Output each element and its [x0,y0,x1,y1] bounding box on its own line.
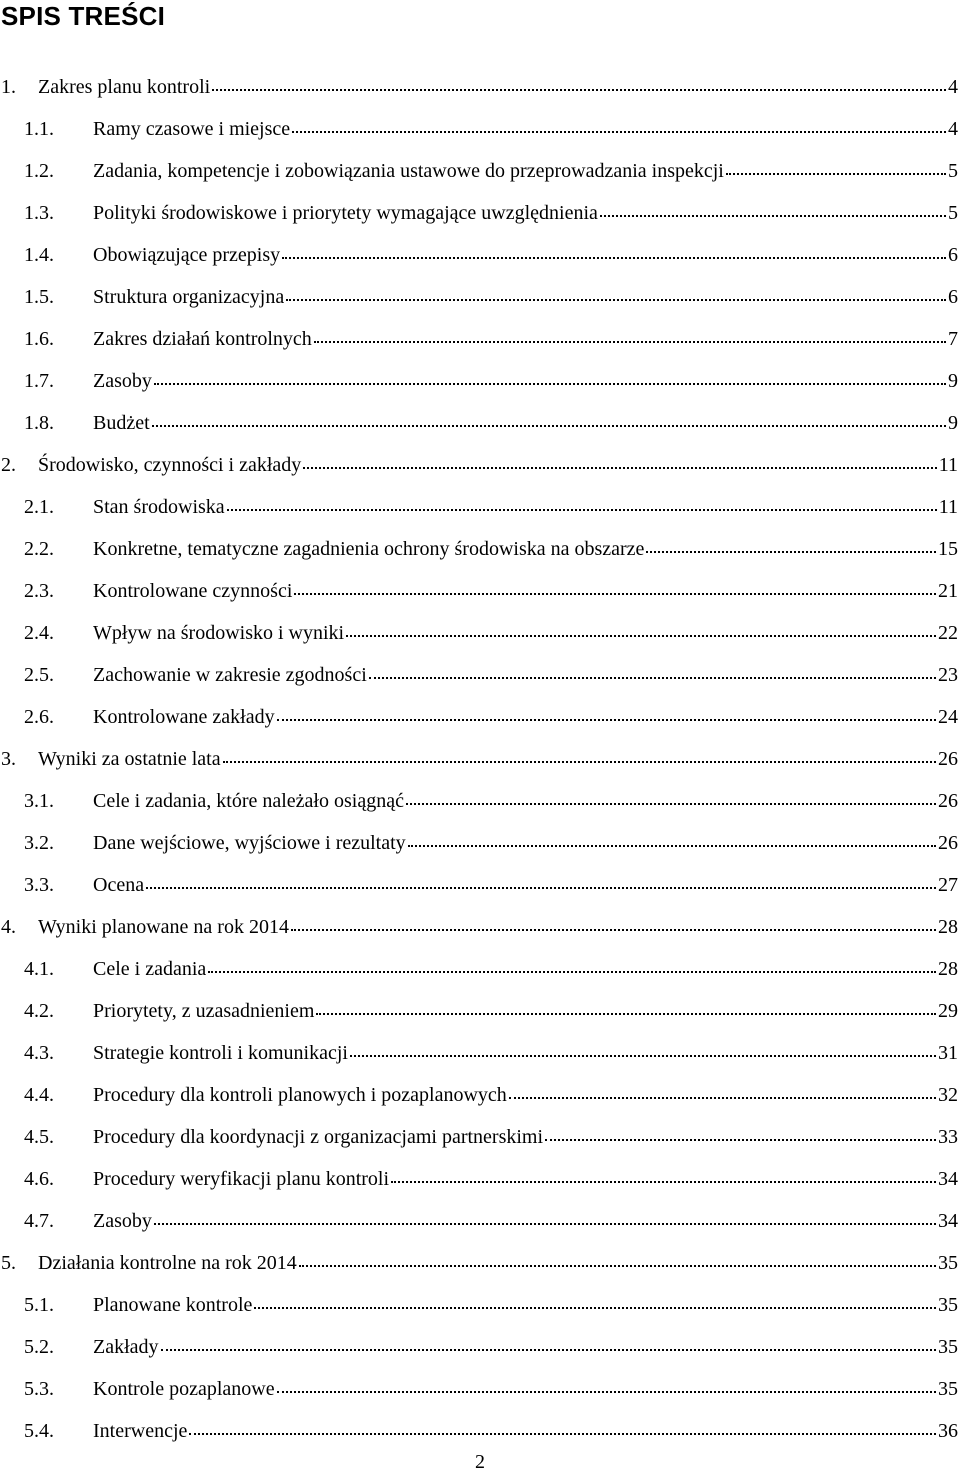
toc-entry-number: 1.7. [24,370,54,392]
dot-leader [291,913,936,933]
dot-leader [152,409,946,429]
toc-entry-page: 24 [938,706,958,728]
dot-leader [212,73,946,93]
dot-leader [189,1417,936,1437]
toc-entry-title[interactable]: Ocena [93,874,145,896]
dot-leader [346,619,936,639]
dot-leader [350,1039,936,1059]
dot-leader [277,1375,936,1395]
toc-entry[interactable] [0,1368,960,1410]
toc-entry-number: 5. [1,1252,16,1274]
toc-entry-title[interactable]: Kontrolowane czynności [93,580,293,602]
dot-leader [154,367,946,387]
toc-entry-title[interactable]: Procedury dla kontroli planowych i pozaplanowych [93,1084,507,1106]
toc-entry-number: 5.3. [24,1378,54,1400]
dot-leader [294,577,936,597]
toc-entry-title[interactable]: Zadania, kompetencje i zobowiązania ustawowe do przeprowadzania inspekcji [93,160,724,182]
toc-entry[interactable] [0,990,960,1032]
toc-entry-page: 35 [938,1336,958,1358]
toc-entry-number: 3.1. [24,790,54,812]
toc-entry-number: 4.6. [24,1168,54,1190]
toc-entry[interactable] [0,906,960,948]
toc-entry-title[interactable]: Zakres planu kontroli [38,76,211,98]
dot-leader [292,115,946,135]
dot-leader [286,283,946,303]
toc-entry-page: 9 [948,412,958,434]
toc-entry-page: 34 [938,1210,958,1232]
toc-entry-title[interactable]: Kontrole pozaplanowe [93,1378,275,1400]
dot-leader [600,199,946,219]
toc-entry-title[interactable]: Kontrolowane zakłady [93,706,275,728]
toc-entry-page: 9 [948,370,958,392]
toc-entry-title[interactable]: Dane wejściowe, wyjściowe i rezultaty [93,832,406,854]
toc-entry-number: 3. [1,748,16,770]
toc-entry-title[interactable]: Polityki środowiskowe i priorytety wymagające uwzględnienia [93,202,598,224]
toc-entry[interactable] [0,66,960,108]
toc-entry-number: 1.2. [24,160,54,182]
toc-entry-title[interactable]: Konkretne, tematyczne zagadnienia ochrony środowiska na obszarze [93,538,645,560]
toc-entry[interactable] [0,444,960,486]
toc-entry-number: 5.1. [24,1294,54,1316]
toc-entry[interactable] [0,1284,960,1326]
toc-entry[interactable] [0,192,960,234]
toc-entry-number: 1.1. [24,118,54,140]
toc-entry-page: 32 [938,1084,958,1106]
toc-entry[interactable] [0,1326,960,1368]
toc-entry-number: 4.7. [24,1210,54,1232]
toc-entry[interactable] [0,318,960,360]
toc-entry[interactable] [0,402,960,444]
toc-entry[interactable] [0,1410,960,1452]
toc-entry-page: 35 [938,1378,958,1400]
toc-entry-number: 1.8. [24,412,54,434]
toc-entry[interactable] [0,486,960,528]
toc-entry-title[interactable]: Zasoby [93,370,152,392]
toc-entry-number: 5.4. [24,1420,54,1442]
toc-entry-page: 6 [948,286,958,308]
toc-entry-title[interactable]: Zakres działań kontrolnych [93,328,312,350]
toc-entry-title[interactable]: Wpływ na środowisko i wyniki [93,622,345,644]
toc-entry-title[interactable]: Cele i zadania, które należało osiągnąć [93,790,404,812]
toc-entry[interactable] [0,1116,960,1158]
dot-leader [303,451,936,471]
toc-entry[interactable] [0,150,960,192]
toc-entry[interactable] [0,780,960,822]
toc-entry-title[interactable]: Cele i zadania [93,958,207,980]
toc-entry-number: 4.3. [24,1042,54,1064]
toc-entry-number: 2.6. [24,706,54,728]
toc-heading: SPIS TREŚCI [1,1,166,31]
toc-entry[interactable] [0,822,960,864]
toc-entry[interactable] [0,360,960,402]
toc-entry[interactable] [0,1158,960,1200]
toc-entry-number: 4.5. [24,1126,54,1148]
toc-entry-page: 5 [948,202,958,224]
dot-leader [282,241,946,261]
toc-entry-page: 22 [938,622,958,644]
toc-entry-number: 4.2. [24,1000,54,1022]
dot-leader [161,1333,936,1353]
toc-entry-number: 3.3. [24,874,54,896]
toc-entry-title[interactable]: Strategie kontroli i komunikacji [93,1042,348,1064]
toc-entry-number: 1.4. [24,244,54,266]
toc-entry-number: 2.3. [24,580,54,602]
toc-entry-title[interactable]: Zasoby [93,1210,152,1232]
dot-leader [227,493,937,513]
toc-entry-title[interactable]: Ramy czasowe i miejsce [93,118,291,140]
toc-entry-title[interactable]: Procedury dla koordynacji z organizacjami partnerskimi [93,1126,544,1148]
toc-entry[interactable] [0,654,960,696]
toc-entry-number: 1. [1,76,16,98]
toc-entry-number: 5.2. [24,1336,54,1358]
toc-entry-page: 4 [948,76,958,98]
toc-entry-page: 26 [938,790,958,812]
toc-entry-title[interactable]: Priorytety, z uzasadnieniem [93,1000,315,1022]
toc-entry[interactable] [0,1200,960,1242]
toc-entry-page: 34 [938,1168,958,1190]
toc-entry[interactable] [0,1032,960,1074]
toc-entry-number: 2.5. [24,664,54,686]
toc-entry-number: 2.4. [24,622,54,644]
toc-entry-page: 29 [938,1000,958,1022]
toc-entry-page: 11 [938,454,958,476]
toc-entry-title[interactable]: Zakłady [93,1336,159,1358]
toc-entry[interactable] [0,528,960,570]
toc-entry-title[interactable]: Struktura organizacyjna [93,286,285,308]
toc-entry-number: 2.2. [24,538,54,560]
toc-entry[interactable] [0,1242,960,1284]
dot-leader [316,997,936,1017]
toc-entry-title[interactable]: Planowane kontrole [93,1294,253,1316]
toc-entry-title[interactable]: Wyniki za ostatnie lata [38,748,221,770]
toc-entry-page: 27 [938,874,958,896]
dot-leader [408,829,936,849]
dot-leader [299,1249,936,1269]
toc-entry[interactable] [0,108,960,150]
dot-leader [254,1291,936,1311]
toc-entry[interactable] [0,276,960,318]
dot-leader [391,1165,936,1185]
toc-entry[interactable] [0,612,960,654]
toc-entry-page: 21 [938,580,958,602]
toc-entry-page: 7 [948,328,958,350]
toc-entry-title[interactable]: Stan środowiska [93,496,225,518]
toc-list [0,66,960,1452]
toc-entry[interactable] [0,738,960,780]
toc-entry-page: 33 [938,1126,958,1148]
toc-entry-page: 23 [938,664,958,686]
dot-leader [208,955,936,975]
toc-entry-number: 1.3. [24,202,54,224]
dot-leader [314,325,946,345]
toc-entry-title[interactable]: Budżet [93,412,150,434]
toc-entry-title[interactable]: Procedury weryfikacji planu kontroli [93,1168,390,1190]
page-number: 2 [475,1451,485,1473]
toc-entry-number: 2.1. [24,496,54,518]
toc-entry-number: 2. [1,454,16,476]
dot-leader [277,703,936,723]
toc-entry[interactable] [0,696,960,738]
dot-leader [146,871,936,891]
toc-entry-page: 28 [938,916,958,938]
toc-entry-page: 4 [948,118,958,140]
dot-leader [646,535,936,555]
toc-entry-page: 5 [948,160,958,182]
toc-entry[interactable] [0,1074,960,1116]
dot-leader [154,1207,936,1227]
toc-entry-page: 26 [938,832,958,854]
toc-entry-page: 6 [948,244,958,266]
toc-entry-page: 28 [938,958,958,980]
toc-entry-title[interactable]: Zachowanie w zakresie zgodności [93,664,367,686]
toc-entry[interactable] [0,864,960,906]
toc-entry[interactable] [0,234,960,276]
toc-entry-page: 36 [938,1420,958,1442]
toc-entry-number: 3.2. [24,832,54,854]
toc-entry-page: 26 [938,748,958,770]
toc-entry-page: 15 [938,538,958,560]
toc-entry-page: 11 [938,496,958,518]
dot-leader [223,745,936,765]
toc-entry-number: 1.5. [24,286,54,308]
toc-entry-page: 35 [938,1252,958,1274]
toc-entry-title[interactable]: Środowisko, czynności i zakłady [38,454,302,476]
dot-leader [726,157,946,177]
toc-entry-number: 4.1. [24,958,54,980]
toc-entry-title[interactable]: Działania kontrolne na rok 2014 [38,1252,297,1274]
dot-leader [406,787,936,807]
toc-entry[interactable] [0,948,960,990]
toc-entry-title[interactable]: Wyniki planowane na rok 2014 [38,916,289,938]
toc-entry-title[interactable]: Obowiązujące przepisy [93,244,281,266]
dot-leader [545,1123,936,1143]
toc-entry-title[interactable]: Interwencje [93,1420,188,1442]
toc-entry-number: 4. [1,916,16,938]
dot-leader [369,661,936,681]
toc-entry-page: 35 [938,1294,958,1316]
toc-entry-page: 31 [938,1042,958,1064]
toc-entry-number: 1.6. [24,328,54,350]
dot-leader [509,1081,936,1101]
toc-entry-number: 4.4. [24,1084,54,1106]
toc-entry[interactable] [0,570,960,612]
